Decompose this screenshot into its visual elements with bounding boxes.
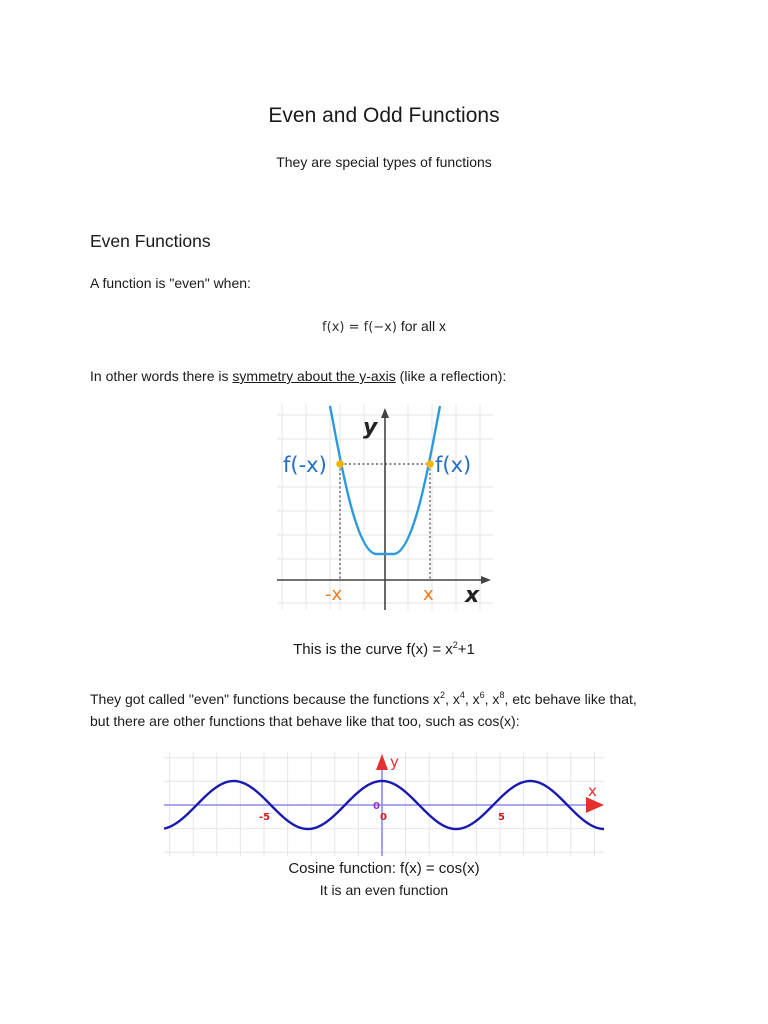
even-function-graph	[277, 404, 493, 612]
caption-cosine: Cosine function: f(x) = cos(x)	[288, 860, 480, 877]
caption-cosine-note: It is an even function	[319, 882, 449, 898]
tick-5: 5	[498, 812, 505, 823]
y-axis-arrow	[376, 754, 388, 770]
symmetry-link[interactable]: symmetry about the y-axis	[232, 368, 396, 384]
x-axis-label: x	[588, 782, 597, 800]
point-f-x	[426, 460, 434, 468]
paragraph-even-examples: They got called "even" functions because the functions $x^2$, $x^4$, $x^6$, $x^8$, etc behave like that, but there are other functions that behave like that too, such as cos(x):	[90, 690, 637, 729]
label-f-neg-x: f(-x)	[283, 453, 327, 477]
origin-label: 0	[373, 801, 380, 812]
tick-x: x	[423, 584, 434, 605]
tick-neg5: -5	[259, 812, 271, 823]
definition-formula: f(x) = f(−x)	[322, 320, 397, 335]
caption-parabola: This is the curve $f(x) = x^2+1$	[293, 640, 475, 658]
tick-0: 0	[380, 812, 387, 823]
point-f-neg-x	[336, 460, 344, 468]
tick-neg-x: -x	[325, 584, 343, 605]
y-axis-label: y	[363, 415, 378, 440]
intro-text: A function is "even" when:	[90, 275, 251, 291]
even-definition	[0, 318, 768, 335]
x-axis-arrow	[481, 576, 491, 584]
page-subtitle: They are special types of functions	[276, 154, 492, 170]
section-heading: Even Functions	[90, 231, 211, 251]
x-axis-label: x	[465, 583, 480, 608]
cosine-graph	[164, 752, 604, 856]
y-axis-label: y	[390, 753, 399, 771]
label-f-x: f(x)	[435, 453, 472, 477]
page-title: Even and Odd Functions	[268, 104, 500, 127]
symmetry-text: In other words there is symmetry about the y-axis (like a reflection):	[90, 368, 507, 384]
y-axis-arrow	[381, 408, 389, 418]
definition-qualifier: for all x	[396, 318, 446, 334]
